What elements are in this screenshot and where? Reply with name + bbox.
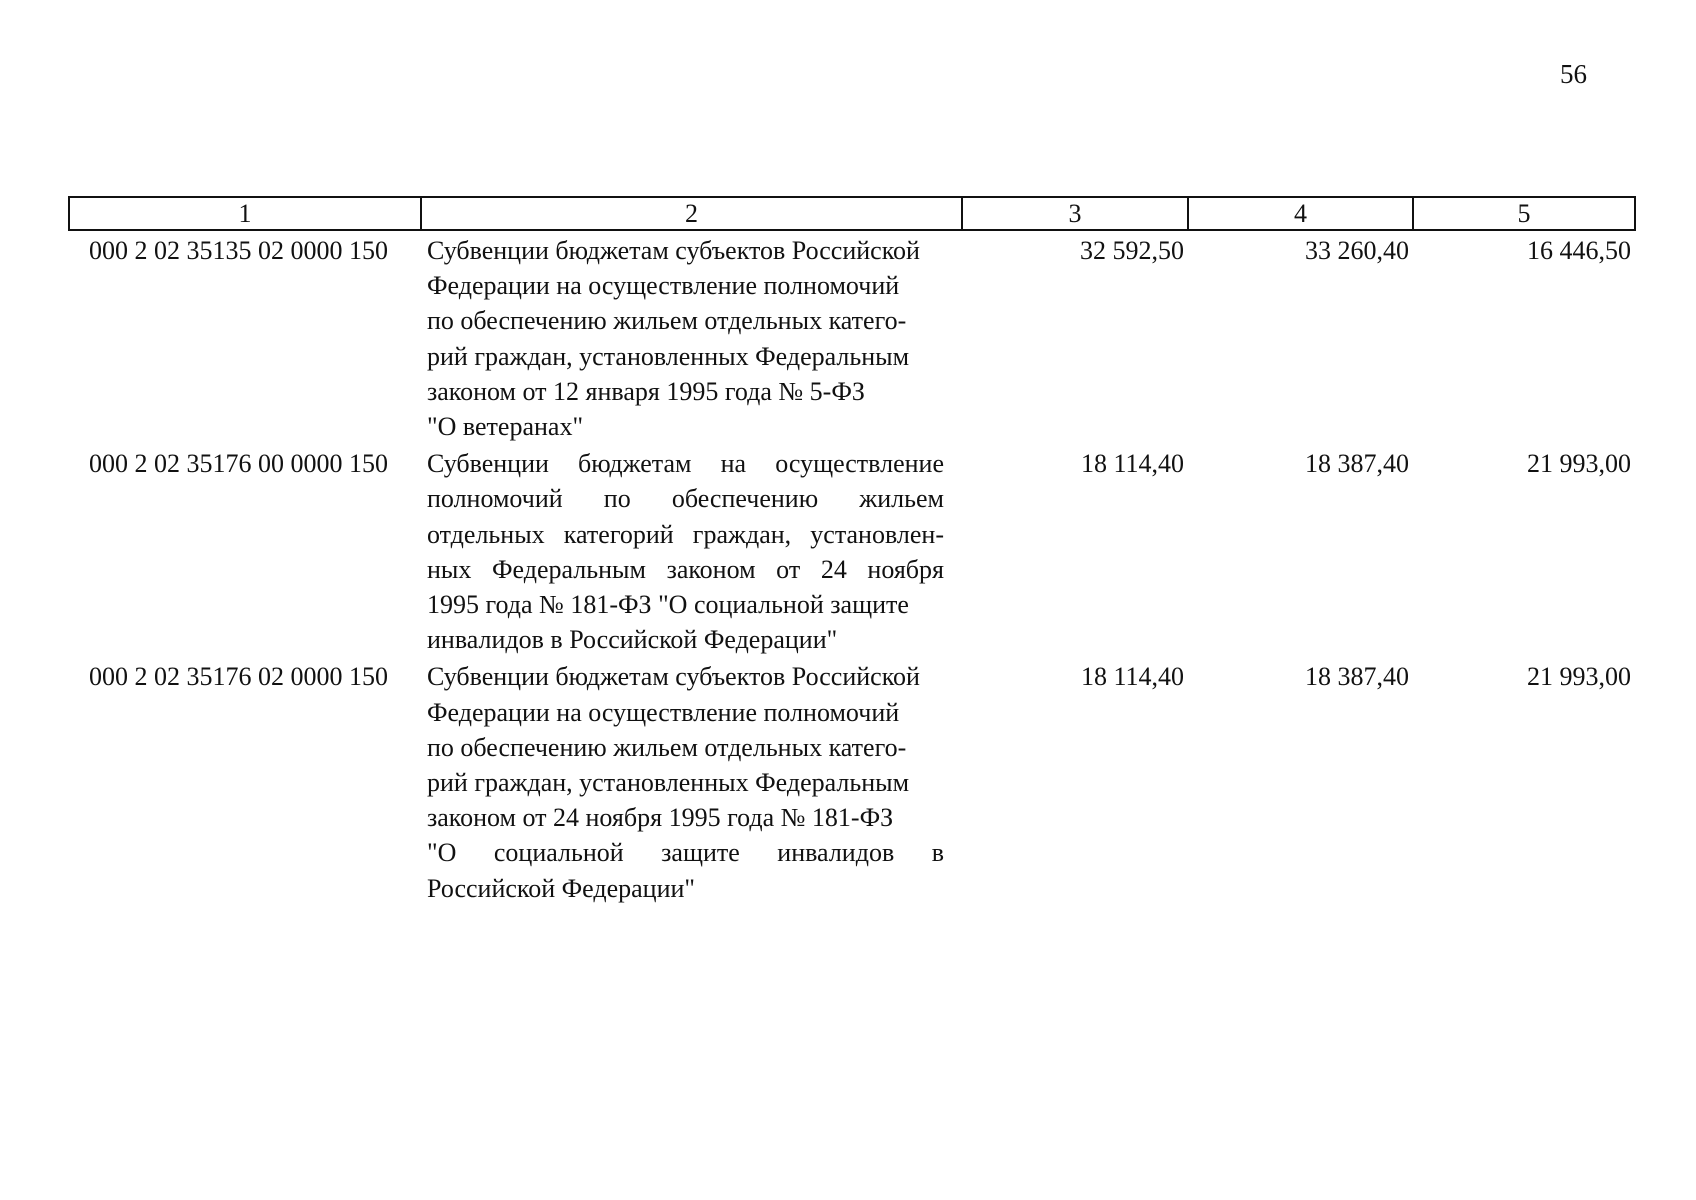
description-line: "О ветеранах"	[427, 412, 584, 442]
table-row	[69, 657, 1635, 905]
description-line: Субвенции бюджетам субъектов Российской	[427, 662, 920, 692]
description-line: Федерации на осуществление полномочий	[427, 271, 900, 301]
description-line: рий граждан, установленных Федеральным	[427, 768, 910, 798]
amount-col4: 33 260,40	[1305, 236, 1409, 265]
amount-col3: 32 592,50	[1080, 236, 1184, 265]
column-header-2: 2	[421, 197, 962, 230]
amount-col3: 18 114,40	[1080, 449, 1184, 479]
table-header	[69, 197, 1635, 230]
amount-col5: 21 993,00	[1527, 662, 1631, 692]
budget-table	[68, 196, 1636, 906]
description-line: Российской Федерации"	[427, 873, 696, 903]
description-line: Федерации на осуществление полномочий	[427, 697, 900, 727]
description-line: по обеспечению жильем отдельных катего-	[427, 732, 907, 762]
table-row	[69, 230, 1635, 444]
budget-code: 000 2 02 35176 02 0000 150	[89, 662, 388, 692]
description-line: законом от 12 января 1995 года № 5-ФЗ	[427, 376, 865, 406]
budget-code: 000 2 02 35176 00 0000 150	[89, 449, 388, 479]
page-number: 56	[1560, 59, 1587, 89]
table-body	[69, 230, 1635, 906]
amount-col4: 18 387,40	[1305, 662, 1409, 692]
column-header-5: 5	[1413, 197, 1635, 230]
description-line: отдельных категорий граждан, установлен-	[427, 519, 944, 549]
amount-col5: 21 993,00	[1527, 449, 1631, 479]
column-header-3: 3	[962, 197, 1188, 230]
description-line: "О социальной защите инвалидов в	[427, 838, 944, 868]
description-line: по обеспечению жильем отдельных катего-	[427, 306, 907, 336]
budget-code: 000 2 02 35135 02 0000 150	[89, 236, 388, 265]
item-description	[421, 657, 962, 905]
description-line: 1995 года № 181-ФЗ "О социальной защите	[427, 590, 909, 620]
column-header-4: 4	[1188, 197, 1413, 230]
description-line: полномочий по обеспечению жильем	[427, 484, 944, 514]
item-description	[421, 230, 962, 444]
amount-col4: 18 387,40	[1305, 449, 1409, 479]
description-line: ных Федеральным законом от 24 ноября	[427, 554, 944, 584]
amount-col5: 16 446,50	[1527, 236, 1631, 265]
description-line: рий граждан, установленных Федеральным	[427, 341, 910, 371]
description-line: Субвенции бюджетам субъектов Российской	[427, 236, 920, 265]
header-row	[69, 197, 1635, 230]
description-line: законом от 24 ноября 1995 года № 181-ФЗ	[427, 803, 894, 833]
item-description	[421, 444, 962, 657]
description-line: инвалидов в Российской Федерации"	[427, 625, 838, 655]
table-row	[69, 444, 1635, 657]
column-header-1: 1	[69, 197, 421, 230]
description-line: Субвенции бюджетам на осуществление	[427, 449, 944, 479]
amount-col3: 18 114,40	[1080, 662, 1184, 692]
